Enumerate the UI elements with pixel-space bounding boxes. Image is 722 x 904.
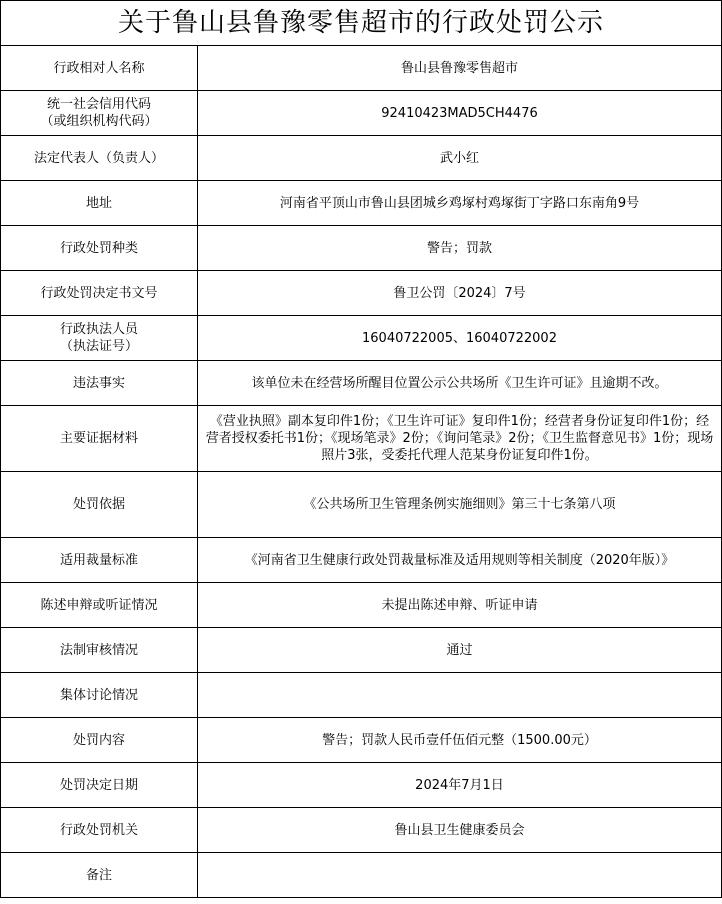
row-value: 16040722005、16040722002: [198, 316, 722, 361]
row-value: 该单位未在经营场所醒目位置公示公共场所《卫生许可证》且逾期不改。: [198, 361, 722, 406]
row-value: 《营业执照》副本复印件1份；《卫生许可证》复印件1份；经营者身份证复印件1份；经营者授权委托书1份；《现场笔录》2份；《询问笔录》2份；《卫生监督意见书》1份；现场照片3张，受委托代理人范某身份证复印件1份。: [198, 406, 722, 472]
row-value: 2024年7月1日: [198, 763, 722, 808]
row-label: 违法事实: [1, 361, 198, 406]
table-row: [1, 538, 722, 583]
row-value: 警告；罚款: [198, 226, 722, 271]
table-row: [1, 91, 722, 136]
row-value: [198, 673, 722, 718]
table-row: [1, 316, 722, 361]
row-value: 未提出陈述申辩、听证申请: [198, 583, 722, 628]
row-value: 河南省平顶山市鲁山县团城乡鸡塚村鸡塚街丁字路口东南角9号: [198, 181, 722, 226]
row-value: 警告；罚款人民币壹仟伍佰元整（1500.00元）: [198, 718, 722, 763]
table-row: [1, 361, 722, 406]
table-row: [1, 472, 722, 538]
row-value: 武小红: [198, 136, 722, 181]
table-row: [1, 271, 722, 316]
row-label: 适用裁量标准: [1, 538, 198, 583]
row-label: 处罚依据: [1, 472, 198, 538]
row-label: 处罚决定日期: [1, 763, 198, 808]
penalty-info-table: [0, 45, 722, 898]
table-row: [1, 46, 722, 91]
table-row: [1, 853, 722, 898]
row-label: 集体讨论情况: [1, 673, 198, 718]
row-label: 行政处罚机关: [1, 808, 198, 853]
table-row: [1, 583, 722, 628]
table-row: [1, 763, 722, 808]
row-value: 《河南省卫生健康行政处罚裁量标准及适用规则等相关制度（2020年版）》: [198, 538, 722, 583]
document-title: 关于鲁山县鲁豫零售超市的行政处罚公示: [0, 0, 722, 45]
row-value: 鲁卫公罚〔2024〕7号: [198, 271, 722, 316]
row-label: 行政执法人员 （执法证号）: [1, 316, 198, 361]
row-label: 行政处罚种类: [1, 226, 198, 271]
row-label: 法制审核情况: [1, 628, 198, 673]
row-value: 通过: [198, 628, 722, 673]
row-label: 行政处罚决定书文号: [1, 271, 198, 316]
table-row: [1, 808, 722, 853]
row-label: 地址: [1, 181, 198, 226]
table-row: [1, 673, 722, 718]
row-label: 主要证据材料: [1, 406, 198, 472]
table-row: [1, 718, 722, 763]
row-label: 行政相对人名称: [1, 46, 198, 91]
row-value: [198, 853, 722, 898]
table-row: [1, 628, 722, 673]
row-value: 《公共场所卫生管理条例实施细则》第三十七条第八项: [198, 472, 722, 538]
row-label: 统一社会信用代码 （或组织机构代码）: [1, 91, 198, 136]
row-label: 法定代表人（负责人）: [1, 136, 198, 181]
row-label: 处罚内容: [1, 718, 198, 763]
table-row: [1, 136, 722, 181]
row-value: 92410423MAD5CH4476: [198, 91, 722, 136]
row-value: 鲁山县卫生健康委员会: [198, 808, 722, 853]
row-value: 鲁山县鲁豫零售超市: [198, 46, 722, 91]
table-row: [1, 181, 722, 226]
table-row: [1, 226, 722, 271]
table-row: [1, 406, 722, 472]
row-label: 备注: [1, 853, 198, 898]
row-label: 陈述申辩或听证情况: [1, 583, 198, 628]
